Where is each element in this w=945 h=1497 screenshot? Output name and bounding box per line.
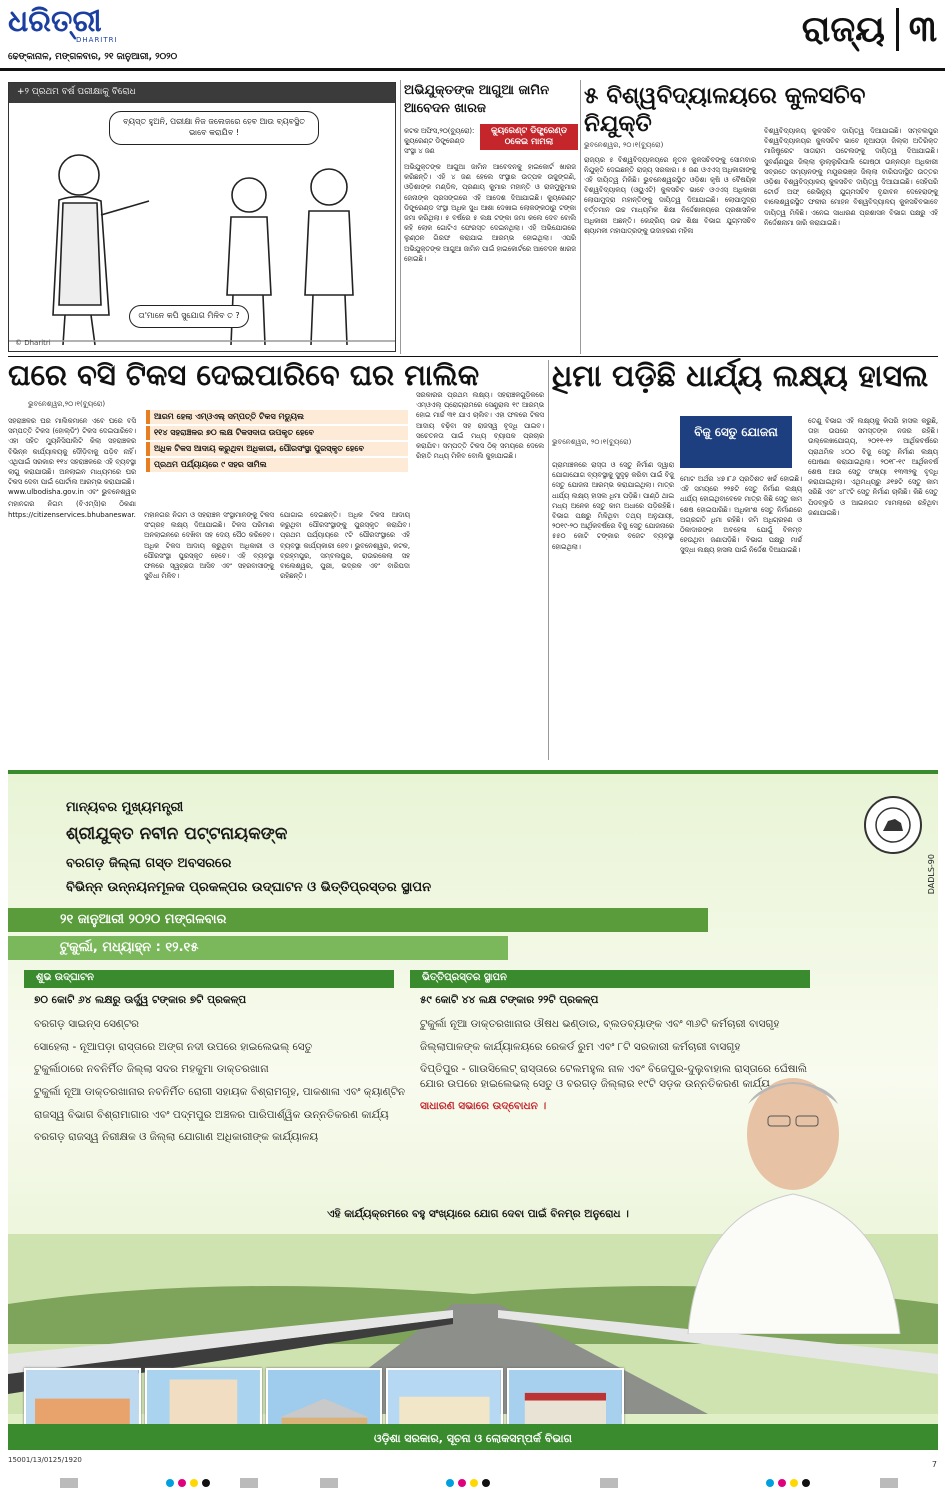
chief-minister-portrait — [668, 1054, 918, 1334]
story-dateline: ଭୁବନେଶ୍ୱର, ୨୦।୧(ବ୍ୟୁରୋ) — [584, 141, 664, 149]
column-rule — [548, 360, 549, 760]
story-dateline: ଭୁବନେଶ୍ୱର,୨୦।୧(ବ୍ୟୁରୋ) — [28, 400, 106, 408]
ad-honorific: ମାନ୍ୟବର ମୁଖ୍ୟମନ୍ତ୍ରୀ — [66, 800, 184, 815]
section-name: ରାଜ୍ୟ — [801, 8, 885, 50]
story-headline: ଧିମା ପଡ଼ିଛି ଧାର୍ଯ୍ୟ ଲକ୍ଷ୍ୟ ହାସଲ — [552, 359, 929, 394]
story-tag: କ୍ୟୁରେଣ୍ଟ ଡିଙ୍ଗ୍ରେଣ୍ଡ ଠକେଇ ମାମଲା — [480, 124, 578, 150]
column-rule — [400, 80, 401, 354]
story-column: ଗ୍ରାମାଞ୍ଚଳରେ ରାସ୍ତା ଓ ସେତୁ ନିର୍ମାଣ ଦ୍ୱାରା ଯୋଗାଯୋଗ ବ୍ୟବସ୍ଥାକୁ ସୁଦୃଢ଼ କରିବା ପାଇଁ ବିଜୁ ସେତୁ ଯୋଜନା ଆରମ୍ଭ କରାଯାଇଥିଲା। ମାତ୍ର ଧାର୍ଯ୍ୟ ଲକ୍ଷ୍ୟ ହାସଲ ଧିମା ପଡ଼ିଛି। ପାଣ୍ଠି ଥାଇ ମଧ୍ୟ ଅନେକ ସେତୁ କାମ ଅଧାରେ ପଡ଼ିରହିଛି। ବିଭାଗ ପକ୍ଷରୁ ମିଳିଥିବା ତଥ୍ୟ ଅନୁଯାୟୀ, ୨୦୧୯-୨୦ ଆର୍ଥିକବର୍ଷରେ ବିଜୁ ସେତୁ ଯୋଜନାରେ ୫୫୦ କୋଟି ଟଙ୍କାର ବଜେଟ ବ୍ୟବସ୍ଥା ହୋଇଥିଲା। — [552, 461, 674, 551]
story-biju-setu — [552, 360, 938, 760]
story-column: ସରକାରର ପ୍ରଥମ ଲକ୍ଷ୍ୟ। ସହରାଞ୍ଚଳଗୁଡ଼ିକରେ ଏମ୍‌ଓଏଲ୍ ପ୍ରୋଗ୍ରାମରେ ସେଣ୍ଟ୍ରାଲ ୧୯ ଆରମ୍ଭ ହୋଇ ମାର୍ଚ୍ଚ ୩୧ ଯାଏ ଚାଲିବ। ଏହା ଫଳରେ ଟିକସ ଆଦାୟ ବଢ଼ିବା ସହ ରାଜସ୍ୱ ବୃଦ୍ଧି ପାଇବ। ସଚେତନତା ପାଇଁ ମଧ୍ୟ ବ୍ୟାପକ ପ୍ରଚାର କରାଯିବ। ସମ୍ପତ୍ତି ଟିକସ ଠିକ୍ ସମୟରେ ଦେଲେ ରିହାତି ମଧ୍ୟ ମିଳିବ ବୋଲି କୁହାଯାଇଛି। — [416, 391, 544, 461]
ad-project-item: ଟୁକୁର୍ଲାଠାରେ ନବନିର୍ମିତ ଜିଲ୍ଲା ସଦର ମହକୁମା ଡାକ୍ତରଖାନା — [34, 1063, 269, 1076]
story-column — [8, 416, 136, 521]
story-column: ବିଶ୍ୱବିଦ୍ୟାଳୟ କୁଳସଚିବ ଦାୟିତ୍ୱ ଦିଆଯାଇଛି। ସମ୍ବଲପୁର ବିଶ୍ୱବିଦ୍ୟାଳୟର କୁଳସଚିବ ଭାବେ ନୂଆପଡ଼ା ଜିଲ୍ଲା ଅତିରିକ୍ତ ମାଜିଷ୍ଟ୍ରେଟ ସାତାରାମ ପଟେଲଙ୍କୁ ଦାୟିତ୍ୱ ଦିଆଯାଇଛି। ସୁବର୍ଣ୍ଣପୁର ଜିଲ୍ଲା ଲୁଲ୍ଲୁରିପାଲି ଗୋଷ୍ଠୀ ଉନ୍ନୟନ ଅଧିକାରୀ ସବ୍ରତେ ସମ୍ୟାନଙ୍କୁ ମୟୂରଭଞ୍ଜ ଜିଲ୍ଲା ବାରିପଦାସ୍ଥିତ ଉତ୍ତର ଓଡ଼ିଶା ବିଶ୍ୱବିଦ୍ୟାଳୟ କୁଳସଚିବ ଦାୟିତ୍ୱ ଦିଆଯାଇଛି। ସେହିପରି ଟୋର୍ଡ ଅଫ୍ ରେଭିନ୍ୟୁ ଯୁଗ୍ମସଚିବ ବୃନ୍ଦାବନ ଦେହେରାଙ୍କୁ ବାଲେଶ୍ୱରସ୍ଥିତ ଫକୀର ମୋହନ ବିଶ୍ୱବିଦ୍ୟାଳୟ କୁଳସଚିବଭାବେ ଦାୟିତ୍ୱ ମିଳିଛି। ଏନେଇ ସାଧାରଣ ପ୍ରଶାସନ ବିଭାଗ ପକ୍ଷରୁ ଏହି ନିର୍ଦ୍ଦେଶନାମା ଜାରି କରାଯାଇଛି। — [764, 127, 938, 227]
ad-chief-minister-name: ଶ୍ରୀଯୁକ୍ତ ନବୀନ ପଟ୍ଟନାୟକଙ୍କ — [66, 824, 288, 844]
story-dateline: ଭୁବନେଶ୍ୱର, ୨୦।୧(ବ୍ୟୁରୋ) — [552, 438, 632, 446]
story-headline: ଘରେ ବସି ଟିକସ ଦେଇପାରିବେ ଘର ମାଲିକ — [8, 358, 480, 392]
story-column: ତେଣୁ ବିଭାଗ ଏହି ଲକ୍ଷ୍ୟକୁ କିପରି ହାସଲ କରୁଛି, ତାହା ଉପରେ ସମସ୍ତଙ୍କ ନଜର ରହିଛି। ଉଲ୍ଲେଖଯୋଗ୍ୟ, ୨୦୧୧-୧୨ ଆର୍ଥିକବର୍ଷରେ ପ୍ରାଥମିକ ୪୦୦ ବିଜୁ ସେତୁ ନିର୍ମାଣ ଲକ୍ଷ୍ୟ ଘୋଷଣା କରାଯାଇଥିଲା। ୨୦୧୮-୧୯ ଆର୍ଥିକବର୍ଷ ଶେଷ ଆଉ ସେତୁ ସଂଖ୍ୟା ୧୩୩୨କୁ ବୃଦ୍ଧି କରାଯାଇଥିଲା। ଏଥିମଧ୍ୟରୁ ୬୧୭ଟି ସେତୁ କାମ ସରିଛି ଏବଂ ୪୮୯ଟି ସେତୁ ନିର୍ମାଣ ଚାଲିଛି। କିଛି ସେତୁ ପିଡବ୍ଲୁଡି ଓ ଆଇନଗତ ମାମଲାରେ ରହିଥିବା ଜଣାଯାଇଛି। — [808, 417, 938, 517]
story-column: ମୋଟ ଅର୍ଥର ୪୭।୮୬ ପ୍ରତିଶତ ଖର୍ଚ୍ଚ ହୋଇଛି। ଏହି ସମୟରେ ୨୨୭ଟି ସେତୁ ନିର୍ମାଣ ଲକ୍ଷ୍ୟ ଧାର୍ଯ୍ୟ ହୋଇଥିବାବେଳେ ମାତ୍ର କିଛି ସେତୁ କାମ ଶେଷ ହୋଇପାରିଛି। ଅଧିକାଂଶ ସେତୁ ନିର୍ମାଣରେ ଅଗ୍ରଗତି ଧିମା ରହିଛି। ଜମି ଅଧିଗ୍ରହଣ ଓ ଠିକାଦାରଙ୍କ ଅବହେଳା ଯୋଗୁଁ ବିଳମ୍ବ ହେଉଥିବା ଜଣାପଡ଼ିଛି। ବିଭାଗ ପକ୍ଷରୁ ମାର୍ଚ୍ଚ ସୁଦ୍ଧା ଲକ୍ଷ୍ୟ ହାସଲ ପାଇଁ ନିର୍ଦ୍ଦେଶ ଦିଆଯାଇଛି। — [680, 475, 802, 555]
story-highlights — [146, 410, 408, 474]
ad-invitation: ଏହି କାର୍ଯ୍ୟକ୍ରମରେ ବହୁ ସଂଖ୍ୟାରେ ଯୋଗ ଦେବା ପାଇଁ ବିନମ୍ର ଅନୁରୋଧ । — [327, 1208, 629, 1220]
government-advertisement — [8, 770, 938, 1450]
ad-project-item: ଟୁକୁର୍ଲା ନୂଆ ଡାକ୍ତରଖାନାର ଔଷଧ ଭଣ୍ଡାର, ବ୍ଲଡବ୍ୟାଙ୍କ ଏବଂ ୩୬ଟି କର୍ମଚାରୀ ବାସଗୃହ — [420, 1018, 780, 1030]
emblem-icon — [873, 805, 913, 845]
ad-project-item: ଜିଲ୍ଲାପାଳଙ୍କ କାର୍ଯ୍ୟାଳୟରେ ରେକର୍ଡ ରୁମ ଏବଂ ୮ଟି ସରକାରୀ କର୍ମଚାରୀ ବାସଗୃହ — [420, 1040, 741, 1053]
section-rule — [8, 356, 938, 357]
speech-bubble-politician: ବ୍ୟସ୍ତ ହୁଅନି, ପରୀକ୍ଷା ନିଜ ଜଲେଜରେ ହେବ ଆଉ ବ୍ୟବସ୍ଥିତ ଭାବେ କରାଯିବ ! — [109, 111, 319, 145]
ad-project-item: ଟୁକୁର୍ଲା ନୂଆ ଡାକ୍ତରଖାନାର ନବନିର୍ମିତ ରୋଗୀ ସହାୟକ ବିଶ୍ରାମଗୃହ, ପାକଶାଳା ଏବଂ କ୍ୟାଣ୍ଟିନ — [34, 1086, 406, 1099]
story-urls: www.ulbodisha.gov.in ଏବଂ ଭୁବନେଶ୍ୱର ମହାନଗର ନିଗମ (ବିଏମ୍‌ସି)ର ଠିକଣା https://citizenservices.bhubaneswar. — [8, 488, 136, 519]
ad-project-item: ରାଜସ୍ୱ ବିଭାଗ ବିଶ୍ରାମାଗାର ଏବଂ ପଦ୍ମପୁର ଅଞ୍ଚଳର ପାରିପାର୍ଶ୍ୱିକ ଉନ୍ନତିକରଣ କାର୍ଯ୍ୟ — [34, 1108, 389, 1121]
story-text: ସହରାଞ୍ଚଳର ଘର ମାଲିକମାନେ ଏବେ ଘରେ ବସି ସମ୍ପତ୍ତି ଟିକସ (ହୋଲ୍ଡିଂ) ଟିକସ ଦେଇପାରିବେ। ଏହା ସହିତ ମ୍ୟୁନିସିପାଲିଟି କିଲା ସହରାଞ୍ଚଳର ବିଭିନ୍ନ କାର୍ଯ୍ୟାଳୟକୁ ଦୌଡ଼ିବାକୁ ପଡ଼ିବ ନାହିଁ। ଏଥିପାଇଁ ସରକାର ୧୧୪ ସହରାଞ୍ଚଳରେ ଏହି ବ୍ୟବସ୍ଥା ଲାଗୁ କରାଯାଉଛି। ଅନଲାଇନ ମାଧ୍ୟମରେ ଘର ଟିକସ ଦେବା ପାଇଁ ପୋର୍ଟାଲ ଆରମ୍ଭ କରାଯାଇଛି। — [8, 417, 136, 487]
masthead-rule — [0, 68, 945, 71]
story-body: ଅଭିଯୁକ୍ତଙ୍କ ଆଗୁଆ ଜାମିନ ଆବେଦନକୁ ହାଇକୋର୍ଟ ଖାରଜ କରିଛନ୍ତି। ଏହି ୪ ଜଣ ହେଲେ ସଂସ୍ଥାର ଉତ୍ପଳ ଉଜୁଙ୍ଗଣି, ଓଡ଼ିଶାଙ୍କ ମଣ୍ଡିଳ, ପ୍ରଣାୟ କୁମାର ମହାନ୍ତି ଓ ରାଜମୁକୁମାର ଜେନାଙ୍କ ପ୍ରସଙ୍ଗରେ ଏହି ଆଦେଶ ଦିଆଯାଇଛି। କ୍ୟୁରେଣ୍ଟ ଡିଙ୍ଗ୍ରେଣ୍ଡ ସଂସ୍ଥା ଅଧିକ ସୁଧ ଆଶା ଦେଖାଇ ଲୋକଙ୍କଠାରୁ ଟଙ୍କା ଜମା କରିଥିଲା। ୫ ବର୍ଷରେ ୫ ଲକ୍ଷ ଟଙ୍କା ଜମା କଲେ ଦେବ ବୋଲି କହି ଲୋକ ଗୋଟିଏ ଫେରସ୍ତ ଦେଇନଥିଲା। ଏହି ଅଭିଯୋଗରେ ଲୁଣ୍ଠନ ଗିରଫ କରାଯାଇ ଆରମ୍ଭ ହୋଇଥିଲା। ଏପରି ଅଭିଯୁକ୍ତଙ୍କ ଆଗୁଆ ଜାମିନ ପାଇଁ ହାଇକୋର୍ଟରେ ଆବେଦନ ଖାରଜ ହୋଇଛି। — [404, 163, 576, 263]
story-lead: କଟକ ଅଫିସ,୨୦(ବ୍ୟୁରୋ): କ୍ୟୁରେଣ୍ଟ ଡିଙ୍ଗ୍ରେଣ୍ଡ ସଂସ୍ଥା ୪ ଜଣ — [404, 127, 475, 156]
ad-code: DADLS-90 — [927, 854, 936, 895]
ad-date-band: ୨୧ ଜାନୁଆରୀ ୨୦୨୦ ମଙ୍ଗଳବାର — [8, 908, 708, 932]
ad-inauguration-heading: ଶୁଭ ଉଦ୍‌ଘାଟନ — [24, 970, 394, 988]
story-text: ରାଜ୍ୟର ୫ ବିଶ୍ୱବିଦ୍ୟାଳୟରେ ନୂତନ କୁଳସଚିବଙ୍କୁ ସୋମବାର ନିଯୁକ୍ତି ଦେଇଛନ୍ତି ରାଜ୍ୟ ସରକାର। ୫ ଜଣ ଓଏଏସ୍ ଅଧିକାରୀଙ୍କୁ ଏହି ଦାୟିତ୍ୱ ମିଳିଛି। ଭୁବନେଶ୍ୱରସ୍ଥିତ ଓଡ଼ିଶା କୃଷି ଓ ବୈଷୟିକ ବିଶ୍ୱବିଦ୍ୟାଳୟ (ଓୟୁଏଟି) କୁଳସଚିବ ଭାବେ ଓଏଏସ୍ ଅଧିକାରୀ ଲୋପାମୁଦ୍ରା ମହାନ୍ତିଙ୍କୁ ଦାୟିତ୍ୱ ଦିଆଯାଇଛି। ଲୋପାମୁଦ୍ରା ବର୍ତ୍ତମାନ ଉଚ୍ଚ ମାଧ୍ୟମିକ ଶିକ୍ଷା ନିର୍ଦ୍ଦେଶାଳୟରେ ପ୍ରଶାସନିକ ଅଧିକାରୀ ଅଛନ୍ତି। କେନ୍ଦ୍ରିୟ ଉଚ୍ଚ ଶିକ୍ଷା ବିଭାଗ ଯୁଗ୍ମସଚିବ ଶ୍ୟାମଳୀ ମହାପାତ୍ରଙ୍କୁ ଉଦାହରଣ ମହିଳା — [584, 155, 756, 235]
page-number: ୩ — [896, 8, 937, 51]
story-column — [584, 140, 756, 236]
highlight-point: ଆରମ ହେଲା ଏମ୍‌ଓଏଲ୍ ସମ୍ପତ୍ତି ଟିକସ ମଡ୍ୟୁଲ — [146, 410, 408, 424]
ad-public-meeting: ସାଧାରଣ ସଭାରେ ଉଦ୍‌ବୋଧନ । — [420, 1099, 547, 1112]
cartoon-credit: © Dharitri — [15, 339, 51, 347]
ad-project-item: ସୋହେଲା - ନୂଆପଡ଼ା ରାସ୍ତାରେ ଅଙ୍ଗ ନଦୀ ଉପରେ ହାଇଲେଭଲ୍ ସେତୁ — [34, 1040, 313, 1053]
ad-reference-code: 15001/13/0125/1920 — [8, 1456, 82, 1464]
story-registrars — [584, 82, 938, 352]
edition-dateline: ଢେଙ୍କାନାଳ, ମଙ୍ଗଳବାର, ୨୧ ଜାନୁଆରୀ, ୨୦୨୦ — [8, 52, 178, 62]
story-bail-rejected — [404, 82, 576, 352]
ad-foundation-heading: ଭିତ୍ତିପ୍ରସ୍ତର ସ୍ଥାପନ — [410, 970, 810, 988]
newspaper-logo-sub: DHARITRI — [76, 36, 118, 44]
speech-bubble-student: ତା'ମାନେ କପି ସୁଯୋଗ ମିଳିବ ତ ? — [129, 305, 249, 328]
ad-occasion: ବରଗଡ଼ ଜିଲ୍ଲା ଗସ୍ତ ଅବସରରେ — [66, 856, 232, 871]
story-column: ଯୋଗାଇ ଦେଇଛନ୍ତି। ଅଧିକ ଟିକସ ଆଦାୟ କରୁଥିବା ପୌରସଂସ୍ଥାଙ୍କୁ ପୁରସ୍କୃତ କରାଯିବ। ପ୍ରଥମ ପର୍ଯ୍ୟାୟରେ ୯ଟି ପୌରସଂସ୍ଥାରେ ଏହି ବ୍ୟବସ୍ଥା କାର୍ଯ୍ୟକାରୀ ହେବ। ଭୁବନେଶ୍ୱର, କଟକ, ବ୍ରହ୍ମପୁର, ସମ୍ବଲପୁର, ରାଉରକେଲା ସହ ବାଲେଶ୍ୱର, ପୁରୀ, ଭଦ୍ରକ ଏବଂ ବାରିପଦା ରହିଛନ୍ତି। — [280, 511, 410, 581]
ad-project-item: ବରଗଡ଼ ସାଇନ୍ସ ସେଣ୍ଟର — [34, 1018, 139, 1030]
ad-total: ୭୦ କୋଟି ୬୪ ଲକ୍ଷରୁ ଊର୍ଦ୍ଧ୍ୱ ଟଙ୍କାର ୭ଟି ପ୍ରକଳ୍ପ — [34, 994, 247, 1006]
highlight-point: ପ୍ରଥମ ପର୍ଯ୍ୟାୟରେ ୯ ସହର ସାମିଲ — [146, 458, 408, 472]
print-registration-marks — [0, 1474, 945, 1492]
highlight-point: ୧୧୪ ସହରାଞ୍ଚଳର ୭୦ ଲକ୍ଷ ଟିକସଦାତା ଉପକୃତ ହେବେ — [146, 426, 408, 440]
story-property-tax — [8, 360, 544, 760]
ad-project-item: ବରଗଡ଼ ରାଜସ୍ୱ ନିରୀକ୍ଷକ ଓ ଜିଲ୍ଲା ଯୋଗାଣ ଅଧିକାରୀଙ୍କ କାର୍ଯ୍ୟାଳୟ — [34, 1131, 319, 1144]
scheme-label-box: ବିଜୁ ସେତୁ ଯୋଜନା — [680, 416, 792, 468]
odisha-emblem-icon — [864, 796, 922, 854]
editorial-cartoon — [8, 82, 396, 352]
column-rule — [580, 80, 581, 354]
cartoon-caption-strip: +୨ ପ୍ରଥମ ବର୍ଷ ପରୀକ୍ଷାକୁ ବିରୋଧ — [9, 83, 395, 103]
ad-venue-band: ଟୁକୁର୍ଲା, ମଧ୍ୟାହ୍ନ : ୧୨.୧୫ — [8, 936, 508, 960]
ad-total: ୫୯ କୋଟି ୪୪ ଲକ୍ଷ ଟଙ୍କାର ୨୨ଟି ପ୍ରକଳ୍ପ — [420, 994, 599, 1006]
ad-inauguration-list — [34, 994, 414, 1153]
story-column: ମହାନଗର ନିଗମ ଓ ସହରାଞ୍ଚଳ ସଂସ୍ଥାମାନଙ୍କୁ ଟିକସ ସଂଗ୍ରହ ଲକ୍ଷ୍ୟ ଦିଆଯାଇଛି। ଟିକସ ପରିମାଣ ଅନଲାଇନରେ ଦେଖିବା ସହ ଦେୟ ପୈଠ କରିହେବ। ଅଧିକ ଟିକସ ଆଦାୟ କରୁଥିବା ଅଧିକାରୀ ଓ ପୌରସଂସ୍ଥା ପୁରସ୍କୃତ ହେବେ। ଏହି ବ୍ୟବସ୍ଥା ଫଳରେ ସ୍ୱଚ୍ଛତା ଆସିବ ଏବଂ ସହରବାସୀଙ୍କୁ ସୁବିଧା ମିଳିବ। — [144, 511, 274, 581]
ad-project-item: ଦିପ୍ତିପୁର - ଗାଉସିଲେଟ୍ ରାସ୍ତାରେ ଟେଲମହୁଲ ନାଳ ଏବଂ ବିଜେପୁର-ଦୁଲୁବାହାଲ ରାସ୍ତାରେ ଘେଁଷାଲି ଯୋର ଉପରେ ହାଇଲେଭଲ୍ ସେତୁ ଓ ବରଗଡ଼ ଜିଲ୍ଲାର ୧୯ଟି ସଡ଼କ ଉନ୍ନତିକରଣ କାର୍ଯ୍ୟ — [420, 1063, 808, 1091]
ad-event: ବିଭିନ୍ନ ଉନ୍ନୟନମୂଳକ ପ୍ରକଳ୍ପର ଉଦ୍‌ଘାଟନ ଓ ଭିତ୍ତିପ୍ରସ୍ତର ସ୍ଥାପନ — [66, 880, 432, 895]
story-headline: ୫ ବିଶ୍ୱବିଦ୍ୟାଳୟରେ କୁଳସଚିବ ନିଯୁକ୍ତି — [584, 82, 866, 137]
masthead — [0, 0, 945, 72]
story-headline: ଅଭିଯୁକ୍ତଙ୍କ ଆଗୁଆ ଜାମିନ ଆବେଦନ ଖାରଜ — [404, 83, 550, 116]
highlight-point: ଅଧିକ ଟିକସ ଆଦାୟ କରୁଥିବା ଅଧିକାରୀ, ପୌରସଂସ୍ଥା ପୁରସ୍କୃତ ହେବେ — [146, 442, 408, 456]
newspaper-logo: ଧରିତ୍ରୀ — [8, 4, 102, 39]
ad-footer: ଓଡ଼ିଶା ସରକାର, ସୂଚନା ଓ ଲୋକସମ୍ପର୍କ ବିଭାଗ — [8, 1424, 938, 1450]
corner-page-number: 7 — [931, 1460, 937, 1469]
